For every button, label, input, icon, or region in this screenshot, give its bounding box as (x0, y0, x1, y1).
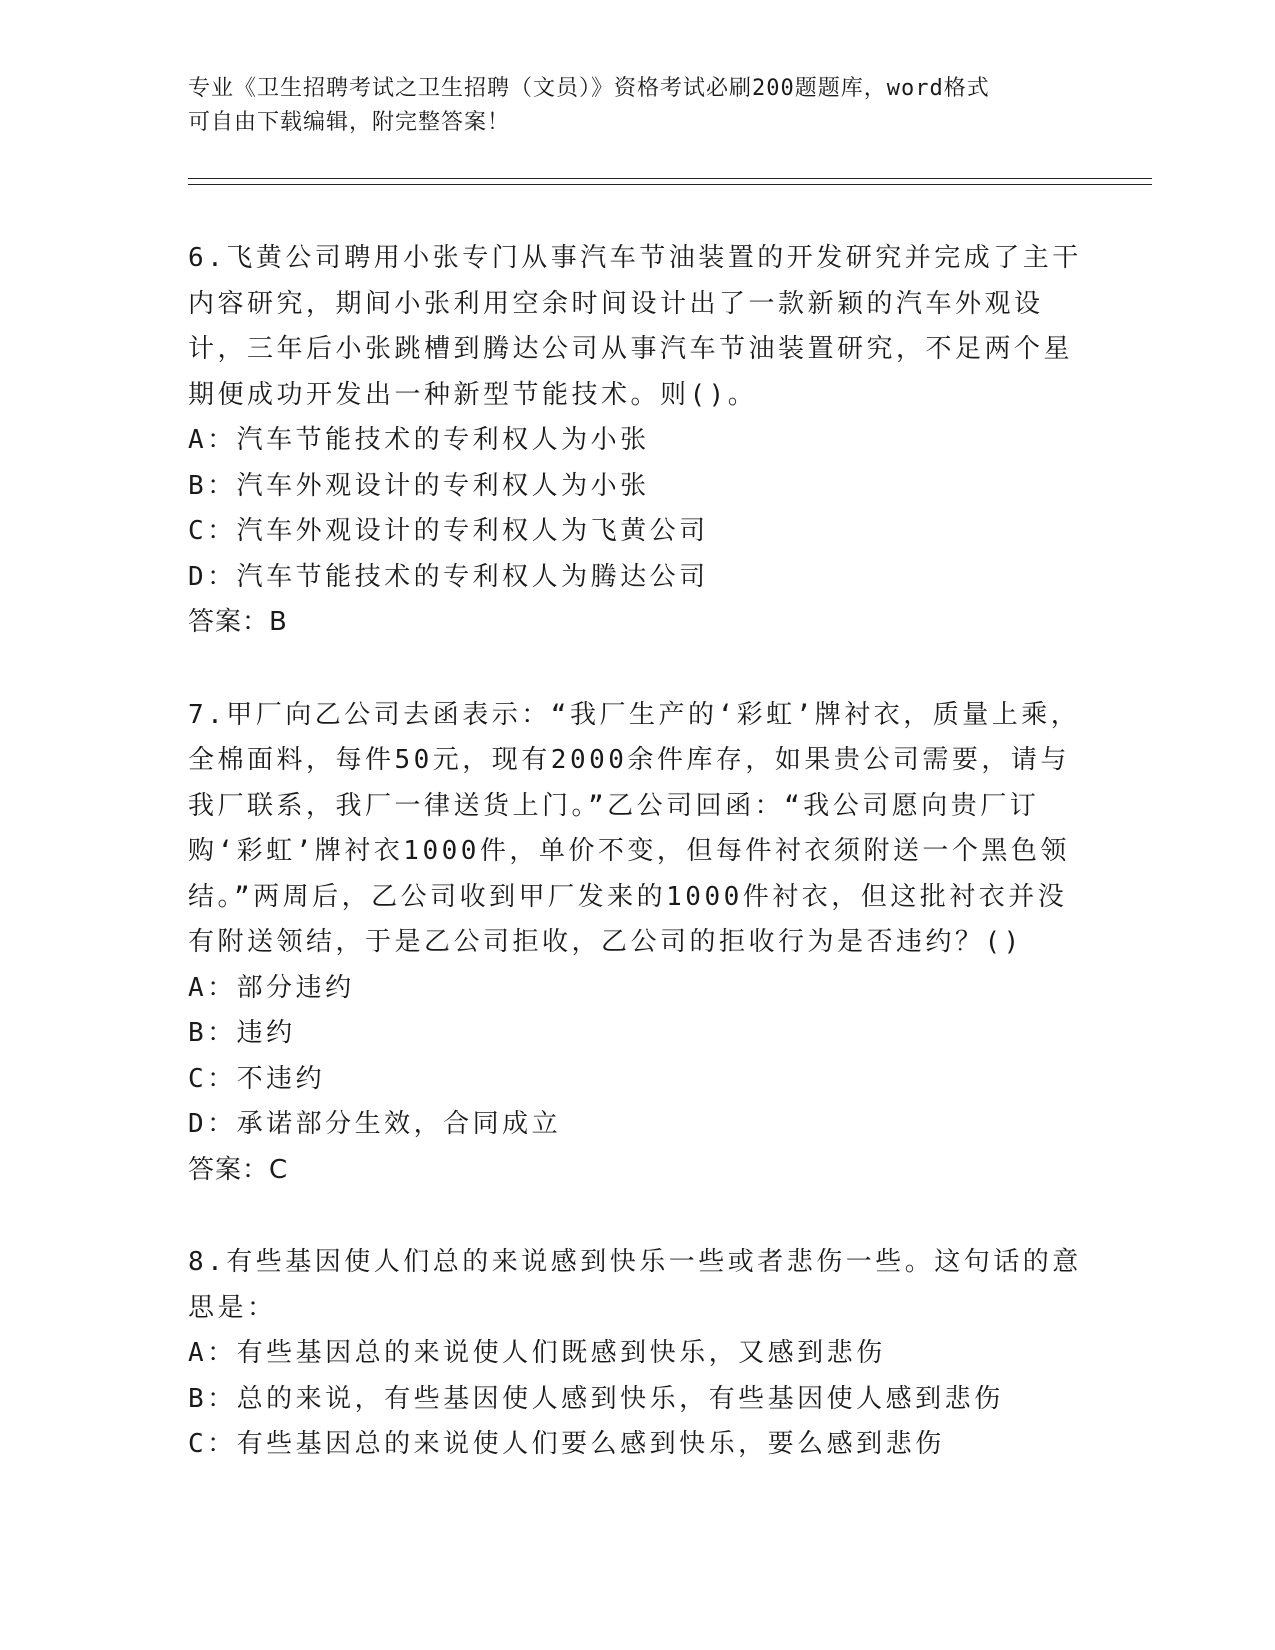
answer: 答案：B (188, 607, 288, 637)
option-a: A：部分违约 (188, 972, 355, 1003)
option-b: B：总的来说，有些基因使人感到快乐，有些基因使人感到悲伤 (188, 1383, 1004, 1414)
option-a: A：有些基因总的来说使人们既感到快乐，又感到悲伤 (188, 1338, 886, 1368)
option-b: B：违约 (188, 1018, 296, 1048)
option-a: A：汽车节能技术的专利权人为小张 (188, 425, 650, 455)
question-8 (188, 1240, 1088, 1468)
header-divider (188, 178, 1152, 185)
option-c: C：不违约 (188, 1063, 326, 1094)
page-header (188, 72, 1068, 140)
question-list (188, 236, 1088, 1515)
answer: 答案：C (188, 1154, 289, 1185)
question-6 (188, 236, 1088, 646)
question-7 (188, 693, 1088, 1194)
question-stem: 7.甲厂向乙公司去函表示：“我厂生产的‘彩虹’牌衬衣，质量上乘，全棉面料，每件50元，现有2000余件库存，如果贵公司需要，请与我厂联系，我厂一律送货上门。”乙公司回函：“我公司愿向贵厂订购‘彩虹’牌衬衣1000件，单价不变，但每件衬衣须附送一个黑色领结。”两周后，乙公司收到甲厂发来的1000件衬衣，但这批衬衣并没有附送领结，于是乙公司拒收，乙公司的拒收行为是否违约？() (188, 699, 1081, 957)
option-c: C：汽车外观设计的专利权人为飞黄公司 (188, 516, 709, 546)
question-stem: 6.飞黄公司聘用小张专门从事汽车节油装置的开发研究并完成了主干内容研究，期间小张利用空余时间设计出了一款新颖的汽车外观设计，三年后小张跳槽到腾达公司从事汽车节油装置研究，不足两个星期便成功开发出一种新型节能技术。则()。 (188, 243, 1082, 410)
option-c: C：有些基因总的来说使人们要么感到快乐，要么感到悲伤 (188, 1429, 945, 1459)
option-d: D：承诺部分生效，合同成立 (188, 1109, 562, 1139)
header-title-line-2: 可自由下载编辑，附完整答案！ (188, 110, 511, 135)
header-title-line-1: 专业《卫生招聘考试之卫生招聘（文员）》资格考试必刷200题题库，word格式 (188, 76, 990, 101)
question-stem: 8.有些基因使人们总的来说感到快乐一些或者悲伤一些。这句话的意思是： (188, 1247, 1082, 1323)
option-d: D：汽车节能技术的专利权人为腾达公司 (188, 561, 709, 592)
option-b: B：汽车外观设计的专利权人为小张 (188, 470, 650, 501)
